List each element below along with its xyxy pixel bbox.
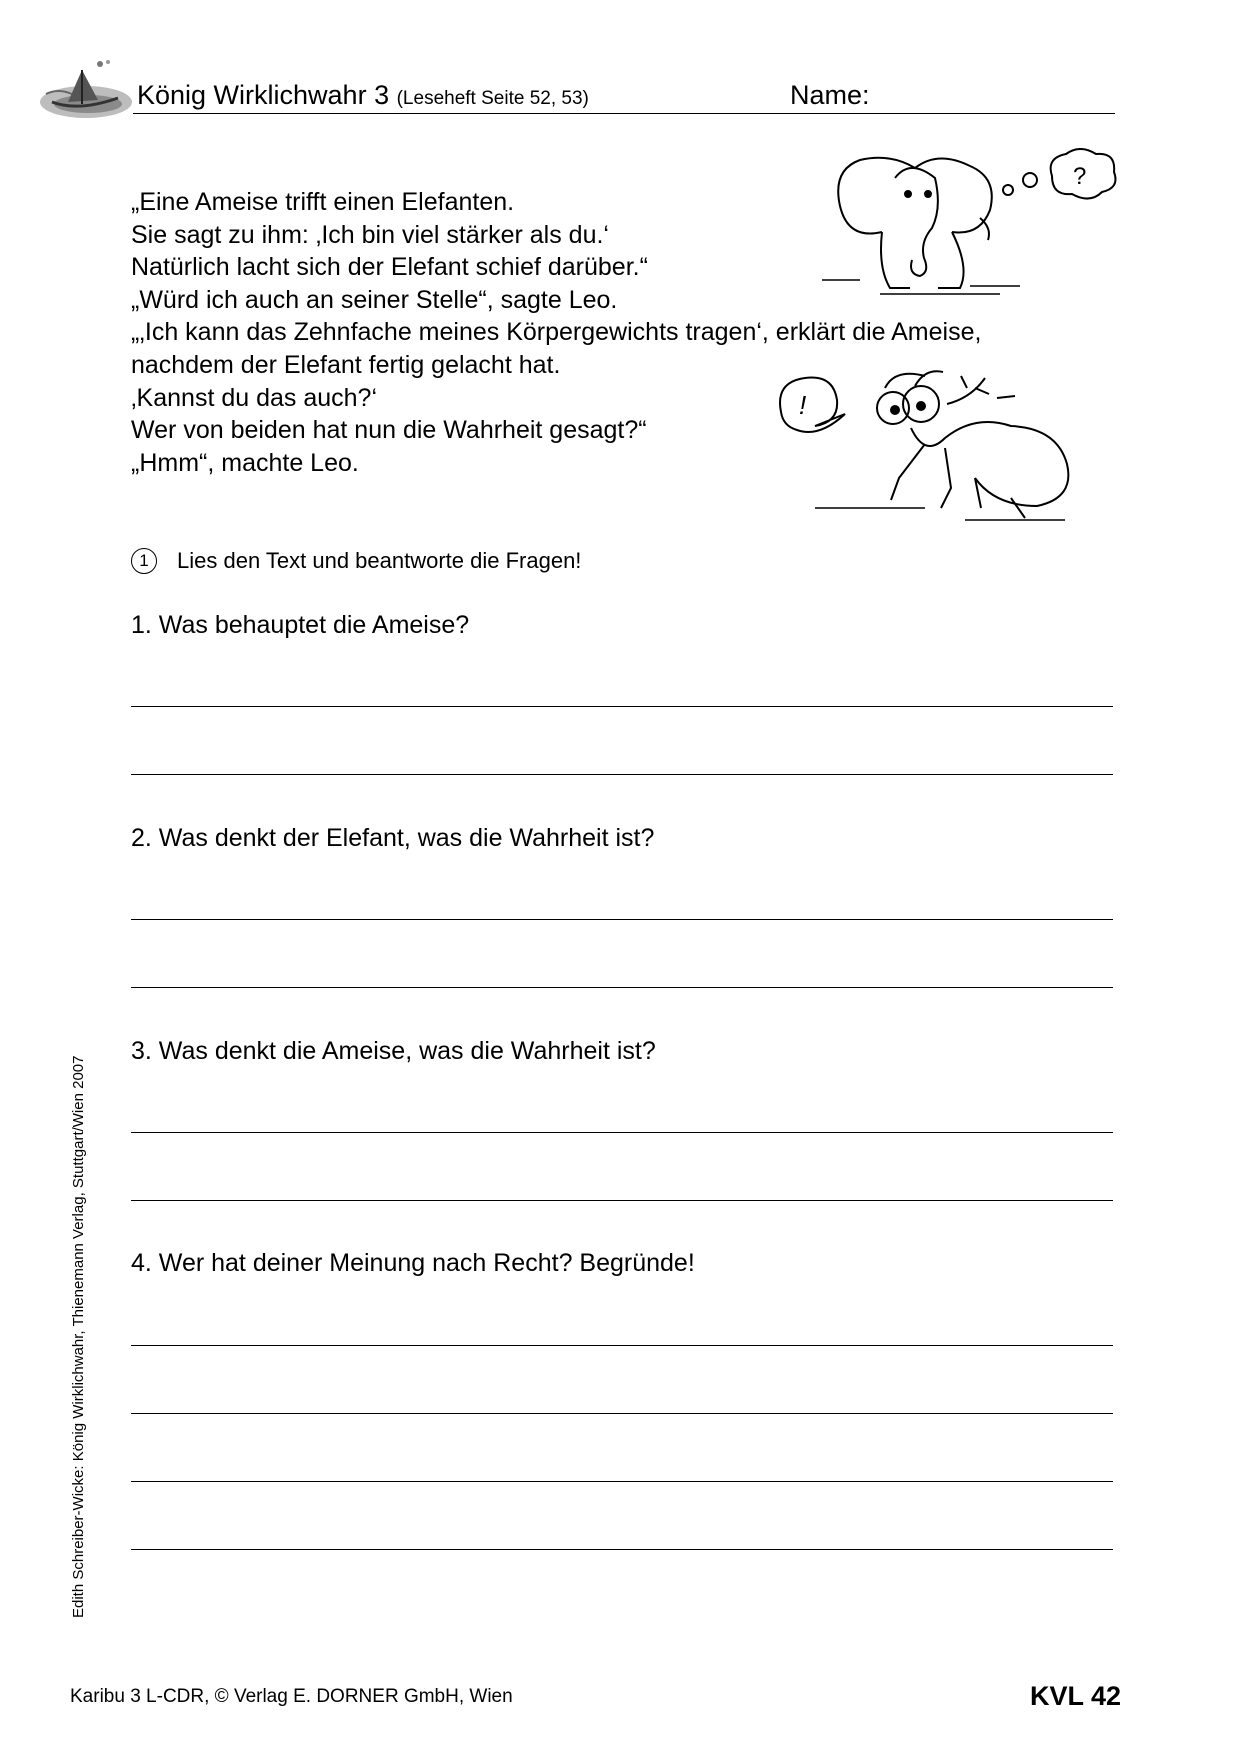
elephant-illustration [820,148,1120,306]
story-line: Wer von beiden hat nun die Wahrheit gesagt?“ [131,416,647,445]
name-label: Name: [790,80,870,110]
story-line: ‚Kannst du das auch?‘ [131,383,378,412]
page-title [137,80,589,111]
answer-line[interactable] [131,1413,1113,1414]
side-credit: Edith Schreiber-Wicke: König Wirklichwahr, Thienemann Verlag, Stuttgart/Wien 2007 [70,1055,87,1618]
story-line: „Hmm“, machte Leo. [131,448,359,477]
question-1: 1. Was behauptet die Ameise? [131,611,470,639]
question-3: 3. Was denkt die Ameise, was die Wahrheit ist? [131,1037,656,1065]
answer-line[interactable] [131,706,1113,707]
header-rule [133,113,1115,114]
answer-line[interactable] [131,987,1113,988]
boat-logo-icon [38,58,134,124]
answer-line[interactable] [131,1481,1113,1482]
answer-line[interactable] [131,774,1113,775]
answer-line[interactable] [131,1549,1113,1550]
question-4: 4. Wer hat deiner Meinung nach Recht? Begründe! [131,1249,695,1277]
answer-line[interactable] [131,1345,1113,1346]
story-line: „‚Ich kann das Zehnfache meines Körpergewichts tragen‘, erklärt die Ameise, [131,318,982,347]
ant-illustration [775,368,1095,528]
thought-question-mark: ? [1073,163,1087,190]
question-2: 2. Was denkt der Elefant, was die Wahrheit ist? [131,824,655,852]
story-line: „Eine Ameise trifft einen Elefanten. [131,188,515,216]
answer-line[interactable] [131,1200,1113,1201]
speech-exclamation: ! [799,390,807,420]
task-instruction [131,548,581,574]
title-subtitle: (Leseheft Seite 52, 53) [396,88,589,109]
task-text: Lies den Text und beantworte die Fragen! [177,548,582,573]
title-main: König Wirklichwahr 3 [137,80,390,110]
answer-line[interactable] [131,1132,1113,1133]
footer-copyright: Karibu 3 L-CDR, © Verlag E. DORNER GmbH, Wien [70,1686,513,1707]
story-line: „Würd ich auch an seiner Stelle“, sagte Leo. [131,285,618,314]
page-code: KVL 42 [1030,1681,1122,1711]
circled-number-icon: 1 [131,548,157,574]
story-line: Natürlich lacht sich der Elefant schief darüber.“ [131,253,648,282]
story-line: nachdem der Elefant fertig gelacht hat. [131,350,561,379]
story-line: Sie sagt zu ihm: ‚Ich bin viel stärker als du.‘ [131,220,609,249]
answer-line[interactable] [131,919,1113,920]
